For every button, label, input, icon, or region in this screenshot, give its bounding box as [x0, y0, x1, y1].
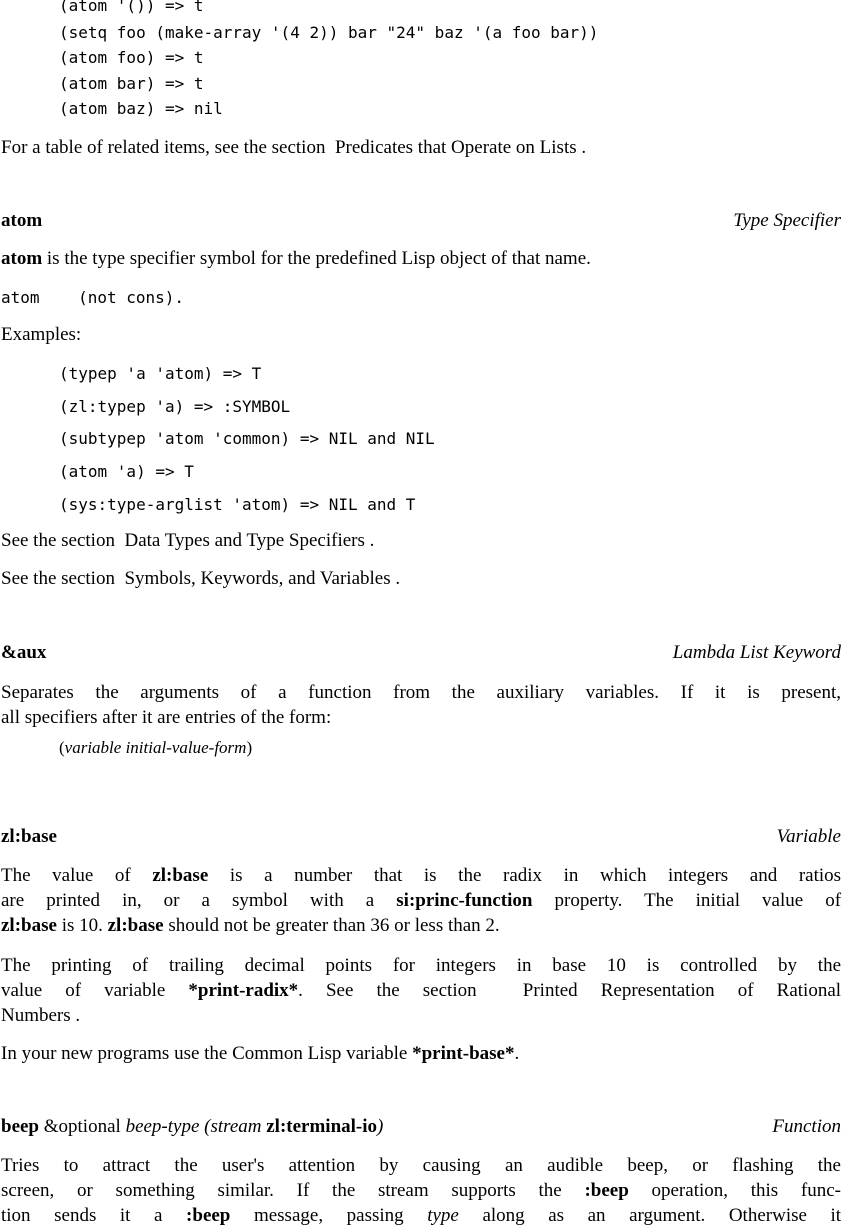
code-line: (typep 'a 'atom) => T: [59, 364, 262, 383]
entry-name: zl:base: [1, 826, 57, 847]
section-link[interactable]: Symbols, Keywords, and Variables: [124, 568, 391, 589]
entry-name: beep: [1, 1116, 39, 1137]
code-line: (zl:typep 'a) => :SYMBOL: [59, 397, 291, 416]
entry-description: Tries to attract the user's attention by causing an audible beep, or flashing the screen, or something similar. If the stream supports the :beep operation, this func- tion sends it a :beep message, passing type along as an argument. Otherwise it: [1, 1155, 842, 1226]
type-equivalence: atom (not cons).: [1, 288, 185, 307]
see-also-line: See the section Data Types and Type Specifiers .: [1, 530, 375, 551]
entry-name: &aux: [1, 642, 47, 663]
code-line: (subtypep 'atom 'common) => NIL and NIL: [59, 429, 435, 448]
entry-header-beep: beep &optional beep-type (stream zl:terminal-io) Function: [1, 1116, 841, 1137]
entry-name: atom: [1, 210, 43, 231]
code-line: (atom bar) => t: [59, 74, 204, 93]
section-link[interactable]: Printed Representation of Rational: [522, 980, 842, 1001]
examples-label: Examples:: [1, 324, 82, 345]
entry-type: Lambda List Keyword: [672, 642, 841, 663]
see-also-line: See the section Symbols, Keywords, and Variables .: [1, 568, 401, 589]
entry-type: Variable: [776, 826, 841, 847]
code-line: (atom foo) => t: [59, 48, 204, 67]
see-also-line: For a table of related items, see the section Predicates that Operate on Lists .: [1, 137, 587, 158]
entry-type: Type Specifier: [733, 210, 841, 231]
code-line: (sys:type-arglist 'atom) => NIL and T: [59, 495, 416, 514]
paragraph: The printing of trailing decimal points for integers in base 10 is controlled by the value of variable *print-radix*. See the section Printed Representation of Rational Numbers .: [1, 955, 842, 1026]
entry-type: Function: [772, 1116, 841, 1137]
section-link[interactable]: Predicates that Operate on Lists: [334, 137, 577, 158]
code-line: (atom '()) => t: [59, 0, 204, 15]
code-line: (setq foo (make-array '(4 2)) bar "24" baz '(a foo bar)): [59, 23, 599, 42]
code-line: (atom 'a) => T: [59, 462, 194, 481]
paragraph: In your new programs use the Common Lisp variable *print-base*.: [1, 1043, 520, 1064]
entry-header-aux: [1, 642, 841, 666]
entry-description: Separates the arguments of a function from the auxiliary variables. If it is present, all specifiers after it are entries of the form:: [1, 682, 841, 728]
paragraph: The value of zl:base is a number that is the radix in which integers and ratios are printed in, or a symbol with a si:princ-function property. The initial value of zl:base is 10. zl:base should not be greater than 36 or less than 2.: [1, 865, 842, 936]
section-link[interactable]: Numbers: [1, 1005, 71, 1026]
section-link[interactable]: Data Types and Type Specifiers: [124, 530, 365, 551]
code-line: (atom baz) => nil: [59, 99, 223, 118]
entry-header-base: [1, 826, 841, 850]
form-template: (variable initial-value-form): [59, 738, 253, 757]
entry-description: atom is the type specifier symbol for the predefined Lisp object of that name.: [1, 248, 591, 269]
entry-header-atom: [1, 210, 841, 234]
